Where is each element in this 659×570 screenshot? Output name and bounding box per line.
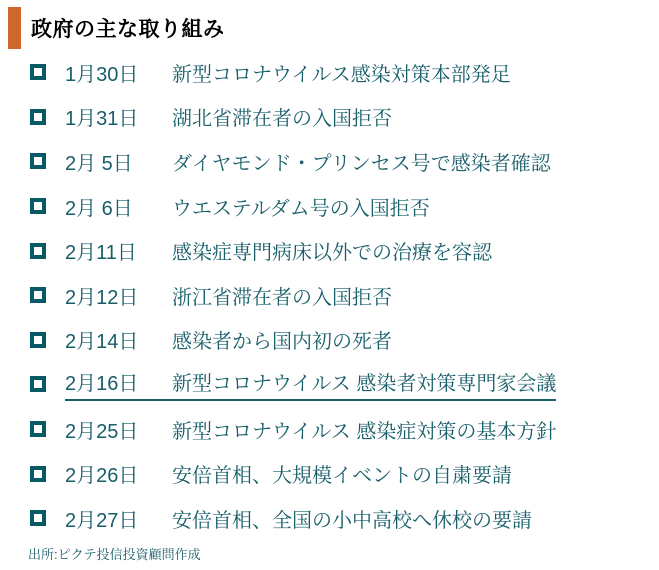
title-accent-bar-icon (8, 7, 21, 49)
list-item-content (65, 192, 430, 221)
item-date: 2月27日 (65, 509, 139, 532)
item-text: ウエステルダム号の入国拒否 (172, 197, 430, 220)
list-item-content (65, 147, 551, 176)
square-bullet-icon (30, 109, 46, 125)
item-text: 安倍首相、大規模イベントの自粛要請 (172, 465, 512, 488)
list-item (0, 407, 659, 452)
list-item (0, 184, 659, 229)
item-date: 1月30日 (65, 63, 139, 86)
item-date: 2月26日 (65, 465, 139, 488)
item-text: 感染者から国内初の死者 (172, 331, 392, 354)
item-date: 2月 6日 (65, 197, 133, 220)
list-item (0, 139, 659, 184)
list-item (0, 451, 659, 496)
square-bullet-icon (30, 287, 46, 303)
list-item (0, 496, 659, 541)
item-date: 2月11日 (65, 242, 137, 265)
item-text: 新型コロナウイルス感染対策本部発足 (172, 63, 511, 86)
list-item-content (65, 102, 392, 131)
item-text: ダイヤモンド・プリンセス号で感染者確認 (172, 152, 551, 175)
source-note: 出所:ピクテ投信投資顧問作成 (28, 547, 201, 562)
item-text: 新型コロナウイルス 感染症対策の基本方針 (172, 420, 557, 443)
item-date: 2月25日 (65, 420, 139, 443)
list-item-content (65, 58, 511, 87)
item-text: 安倍首相、全国の小中高校へ休校の要請 (172, 509, 532, 532)
square-bullet-icon (30, 153, 46, 169)
square-bullet-icon (30, 243, 46, 259)
list-item-content (65, 504, 532, 533)
square-bullet-icon (30, 198, 46, 214)
item-date: 2月16日 (65, 373, 139, 396)
square-bullet-icon (30, 332, 46, 348)
page-title: 政府の主な取り組み (31, 18, 225, 41)
list-item (0, 273, 659, 318)
list-item-content (65, 236, 492, 265)
item-date: 1月31日 (65, 108, 139, 131)
list-item (0, 318, 659, 363)
item-date: 2月12日 (65, 286, 139, 309)
list-item-content (65, 367, 556, 401)
square-bullet-icon (30, 510, 46, 526)
list-item-content (65, 281, 392, 310)
item-text: 浙江省滞在者の入国拒否 (172, 286, 392, 309)
item-text: 新型コロナウイルス 感染者対策専門家会議 (172, 373, 557, 396)
list-item-content (65, 415, 556, 444)
list-item (0, 95, 659, 140)
square-bullet-icon (30, 64, 46, 80)
square-bullet-icon (30, 421, 46, 437)
item-date: 2月 5日 (65, 152, 133, 175)
list-item (0, 228, 659, 273)
square-bullet-icon (30, 376, 46, 392)
list-item-content (65, 459, 512, 488)
item-text: 感染症専門病床以外での治療を容認 (172, 242, 492, 265)
title-block (8, 7, 225, 49)
item-date: 2月14日 (65, 331, 139, 354)
list-item-content (65, 325, 392, 354)
list-item (0, 362, 659, 407)
list-item (0, 50, 659, 95)
initiatives-list (0, 50, 659, 541)
square-bullet-icon (30, 466, 46, 482)
item-text: 湖北省滞在者の入国拒否 (172, 108, 392, 131)
